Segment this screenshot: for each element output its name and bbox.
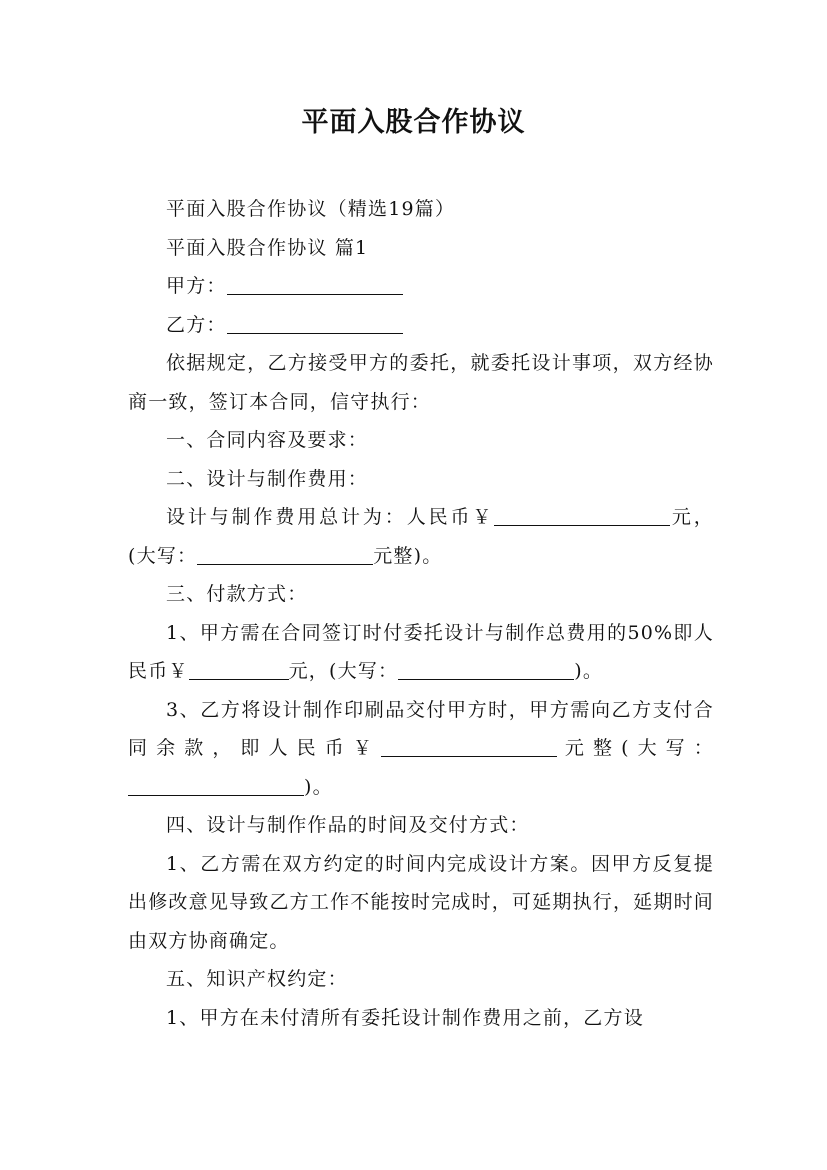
heading-3: 三、付款方式： bbox=[166, 583, 308, 605]
time-1-paragraph: 1、乙方需在双方约定的时间内完成设计方案。因甲方反复提出修改意见导致乙方工作不能按时完成时，可延期执行，延期时间由双方协商确定。 bbox=[128, 852, 714, 952]
fee-text-2: 元，(大写： bbox=[128, 506, 714, 567]
party-b-label: 乙方： bbox=[166, 313, 227, 336]
party-a-line bbox=[128, 267, 714, 306]
pay1-words-blank bbox=[398, 660, 574, 680]
pay3-text-2: 元整(大写： bbox=[556, 737, 714, 759]
pay3-text-3: )。 bbox=[304, 775, 333, 798]
pay3-amount-blank bbox=[381, 737, 557, 757]
party-b-line bbox=[128, 306, 714, 345]
fee-text-1: 设计与制作费用总计为：人民币￥ bbox=[166, 506, 495, 528]
payment-1-paragraph bbox=[128, 614, 714, 691]
fee-text-3: 元整)。 bbox=[373, 544, 443, 567]
heading-2: 二、设计与制作费用： bbox=[166, 467, 369, 490]
party-a-blank bbox=[227, 275, 403, 295]
document-title: 平面入股合作协议 bbox=[301, 107, 526, 138]
intro-paragraph: 依据规定，乙方接受甲方的委托，就委托设计事项，双方经协商一致，签订本合同，信守执行： bbox=[128, 352, 714, 413]
heading-4: 四、设计与制作作品的时间及交付方式： bbox=[166, 814, 530, 836]
party-b-blank bbox=[227, 314, 403, 334]
payment-3-paragraph bbox=[128, 691, 714, 807]
pay1-text-2: 元，(大写： bbox=[288, 660, 399, 682]
section-heading: 平面入股合作协议 篇1 bbox=[166, 236, 369, 259]
ip-1-paragraph: 1、甲方在未付清所有委托设计制作费用之前，乙方设 bbox=[166, 1006, 644, 1029]
heading-5: 五、知识产权约定： bbox=[166, 968, 348, 990]
pay1-text-1: 1、甲方需在合同签订时付委托设计与制作总费用的50%即人民币￥ bbox=[128, 621, 714, 682]
fee-words-blank bbox=[197, 545, 373, 565]
party-a-label: 甲方： bbox=[166, 275, 227, 297]
document-body bbox=[128, 190, 714, 1037]
heading-1: 一、合同内容及要求： bbox=[166, 429, 369, 451]
document-subtitle: 平面入股合作协议（精选19篇） bbox=[166, 198, 456, 220]
pay3-words-blank bbox=[128, 776, 304, 796]
pay3-text-1: 3、乙方将设计制作印刷品交付甲方时，甲方需向乙方支付合同余款，即人民币￥ bbox=[128, 698, 714, 759]
fee-paragraph bbox=[128, 498, 714, 575]
pay1-amount-blank bbox=[189, 660, 289, 680]
fee-amount-blank bbox=[494, 506, 670, 526]
pay1-text-3: )。 bbox=[574, 660, 604, 682]
